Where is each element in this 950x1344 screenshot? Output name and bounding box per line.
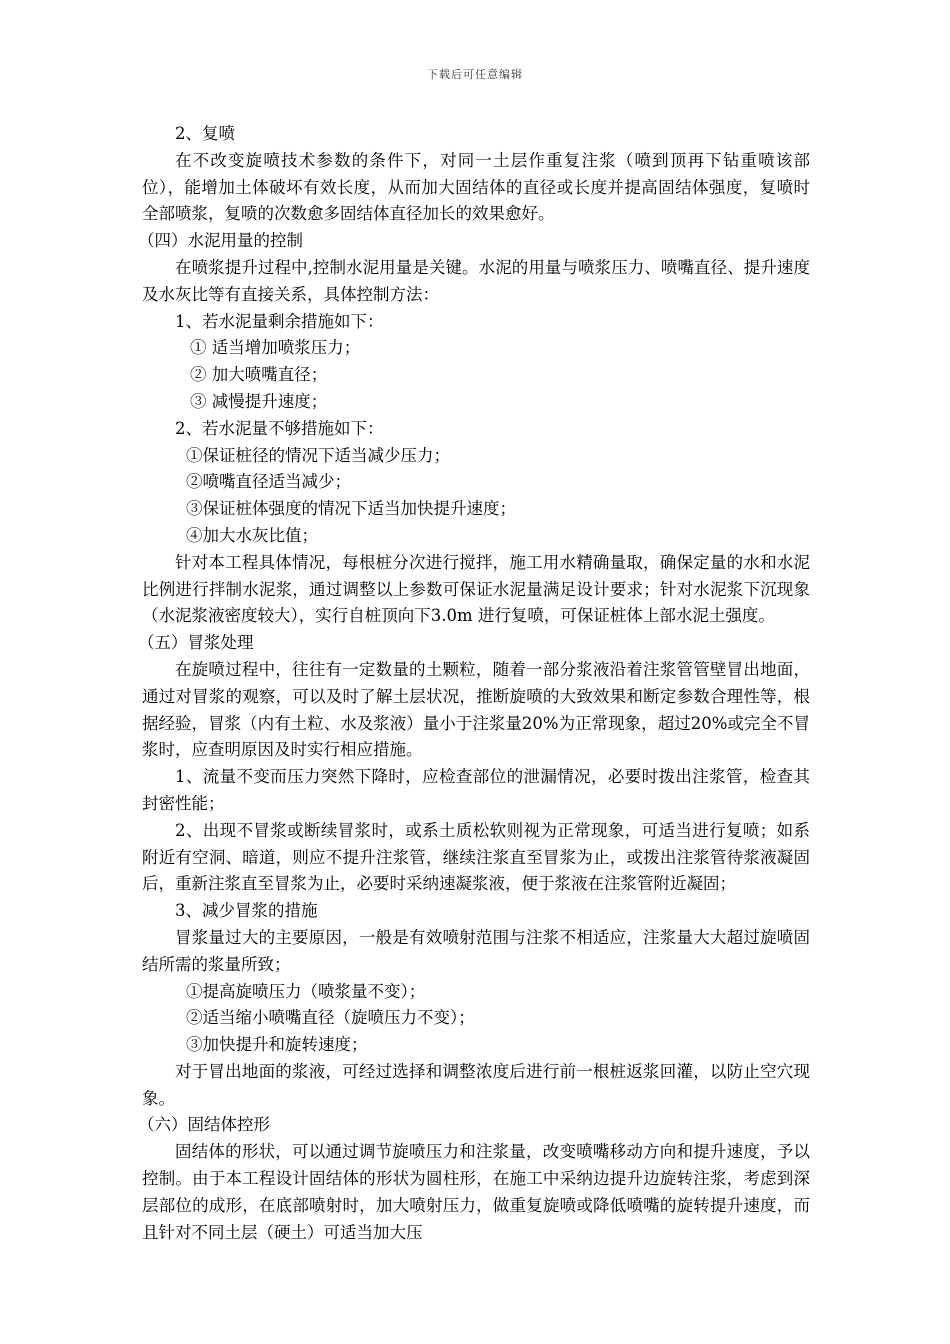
paragraph: 在不改变旋喷技术参数的条件下，对同一土层作重复注浆（喷到顶再下钻重喷该部位），能增加土体破坏有效长度，从而加大固结体的直径或长度并提高固结体强度，复喷时全部喷浆，复喷的次数愈多固结体直径加长的效果愈好。 <box>142 150 810 224</box>
list-item: ① 适当增加喷浆压力； <box>190 338 361 358</box>
list-item: ①提高旋喷压力（喷浆量不变）； <box>186 981 426 1001</box>
paragraph: 在旋喷过程中，往往有一定数量的土颗粒，随着一部分浆液沿着注浆管管壁冒出地面，通过对冒浆的观察，可以及时了解土层状况，推断旋喷的大致效果和断定参数合理性等，根据经验，冒浆（内有土粒、水及浆液）量小于注浆量20%为正常现象，超过20%或完全不冒浆时，应查明原因及时实行相应措施。 <box>142 659 810 760</box>
section-heading: （五）冒浆处理 <box>138 633 254 653</box>
list-item: ④加大水灰比值； <box>186 525 318 545</box>
list-item: ③ 减慢提升速度； <box>190 391 328 411</box>
page-header: 下载后可任意编辑 <box>427 68 523 81</box>
document-body <box>138 121 810 1246</box>
list-item: ①保证桩径的情况下适当减少压力； <box>186 445 450 465</box>
paragraph: 在喷浆提升过程中,控制水泥用量是关键。水泥的用量与喷浆压力、喷嘴直径、提升速度及水灰比等有直接关系，具体控制方法： <box>142 257 810 304</box>
section-heading: （四）水泥用量的控制 <box>138 231 303 251</box>
paragraph: 2、若水泥量不够措施如下： <box>175 418 384 438</box>
paragraph: 针对本工程具体情况，每根桩分次进行搅拌，施工用水精确量取，确保定量的水和水泥比例进行拌制水泥浆，通过调整以上参数可保证水泥量满足设计要求；针对水泥浆下沉现象（水泥浆液密度较大），实行自桩顶向下3.0m 进行复喷，可保证桩体上部水泥土强度。 <box>142 552 810 626</box>
paragraph: 1、若水泥量剩余措施如下： <box>175 311 384 331</box>
paragraph: 1、流量不变而压力突然下降时，应检查部位的泄漏情况，必要时拨出注浆管，检查其封密性能； <box>142 767 810 813</box>
list-item: ②适当缩小喷嘴直径（旋喷压力不变）； <box>186 1008 475 1028</box>
paragraph: 2、出现不冒浆或断续冒浆时，或系土质松软则视为正常现象，可适当进行复喷；如系附近有空洞、暗道，则应不提升注浆管，继续注浆直至冒浆为止，或拨出注浆管待浆液凝固后，重新注浆直至冒浆为止，必要时采纳速凝浆液，便于浆液在注浆管附近凝固； <box>142 820 810 894</box>
list-item: ②喷嘴直径适当减少； <box>186 472 351 492</box>
paragraph: 冒浆量过大的主要原因，一般是有效喷射范围与注浆不相适应，注浆量大大超过旋喷固结所需的浆量所致； <box>142 927 810 974</box>
paragraph: 对于冒出地面的浆液，可经过选择和调整浓度后进行前一根桩返浆回灌，以防止空穴现象。 <box>142 1061 810 1108</box>
list-item: ② 加大喷嘴直径； <box>190 365 328 385</box>
paragraph: 2、复喷 <box>175 124 235 143</box>
paragraph: 3、减少冒浆的措施 <box>175 901 318 921</box>
list-item: ③保证桩体强度的情况下适当加快提升速度； <box>186 499 516 519</box>
list-item: ③加快提升和旋转速度； <box>186 1035 368 1055</box>
paragraph: 固结体的形状，可以通过调节旋喷压力和注浆量，改变喷嘴移动方向和提升速度，予以控制。由于本工程设计固结体的形状为圆柱形，在施工中采纳边提升边旋转注浆，考虑到深层部位的成形，在底部喷射时，加大喷射压力，做重复旋喷或降低喷嘴的旋转提升速度，而且针对不同土层（硬土）可适当加大压 <box>142 1142 810 1242</box>
section-heading: （六）固结体控形 <box>138 1115 270 1135</box>
